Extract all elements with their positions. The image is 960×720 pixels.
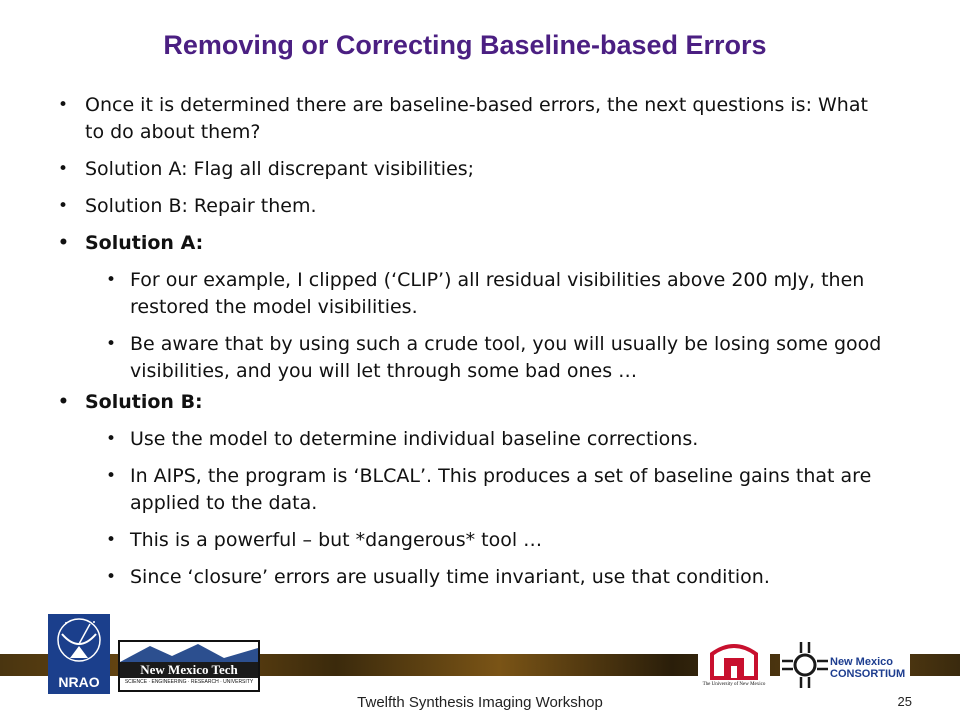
bullet-item: [58, 92, 888, 146]
bullet-text: Once it is determined there are baseline-based errors, the next questions is: What to do about them?: [85, 94, 868, 143]
bullet-text: Solution B: Repair them.: [85, 195, 317, 217]
nmt-logo-name: New Mexico Tech: [120, 662, 258, 678]
page-number: 25: [897, 694, 912, 709]
consortium-logo: [780, 640, 910, 690]
unm-logo-text: The University of New Mexico: [702, 682, 766, 687]
bullet-marker: •: [58, 95, 69, 115]
bullet-marker: •: [106, 567, 117, 587]
bullet-list: [58, 92, 888, 591]
bullet-text: Use the model to determine individual baseline corrections.: [130, 428, 699, 450]
sub-bullet-item: [58, 527, 888, 554]
bullet-item-heading: [58, 230, 888, 257]
bullet-text: Be aware that by using such a crude tool, you will usually be losing some good visibilities, and you will let through some bad ones …: [130, 333, 882, 382]
sub-bullet-item: [58, 463, 888, 517]
bullet-marker: •: [106, 466, 117, 486]
nrao-dish-icon: [48, 614, 110, 670]
sub-bullet-item: [58, 331, 888, 385]
bullet-item: [58, 156, 888, 183]
consortium-logo-bottom: CONSORTIUM: [830, 668, 906, 680]
zia-sun-icon: [780, 640, 830, 690]
bullet-text: Solution B:: [85, 391, 203, 413]
bullet-marker: •: [106, 530, 117, 550]
bullet-text: In AIPS, the program is ‘BLCAL’. This produces a set of baseline gains that are applied to the data.: [130, 465, 872, 514]
footer-text: Twelfth Synthesis Imaging Workshop: [357, 694, 603, 711]
unm-building-icon: [698, 640, 770, 680]
nmt-logo: [118, 640, 260, 692]
nmt-logo-tagline: SCIENCE · ENGINEERING · RESEARCH · UNIVERSITY: [124, 679, 254, 685]
nrao-logo-text: NRAO: [58, 674, 100, 690]
bullet-marker: •: [58, 392, 69, 412]
bullet-text: For our example, I clipped (‘CLIP’) all residual visibilities above 200 mJy, then restored the model visibilities.: [130, 269, 865, 318]
sub-bullet-item: [58, 564, 888, 591]
bullet-marker: •: [58, 196, 69, 216]
nrao-logo: [48, 614, 110, 694]
bullet-marker: •: [106, 270, 117, 290]
bullet-text: Since ‘closure’ errors are usually time invariant, use that condition.: [130, 566, 770, 588]
bullet-item-heading: [58, 389, 888, 416]
bullet-text: Solution A: Flag all discrepant visibilities;: [85, 158, 475, 180]
bullet-marker: •: [58, 233, 69, 253]
unm-logo: [698, 640, 770, 692]
bullet-text: Solution A:: [85, 232, 204, 254]
bullet-marker: •: [106, 334, 117, 354]
sub-bullet-item: [58, 267, 888, 321]
bullet-item: [58, 193, 888, 220]
sub-bullet-item: [58, 426, 888, 453]
bullet-marker: •: [106, 429, 117, 449]
bullet-text: This is a powerful – but *dangerous* tool …: [130, 529, 543, 551]
slide-title: Removing or Correcting Baseline-based Errors: [163, 30, 767, 60]
consortium-logo-top: New Mexico: [830, 656, 893, 668]
bullet-marker: •: [58, 159, 69, 179]
mountain-icon: [120, 642, 258, 662]
